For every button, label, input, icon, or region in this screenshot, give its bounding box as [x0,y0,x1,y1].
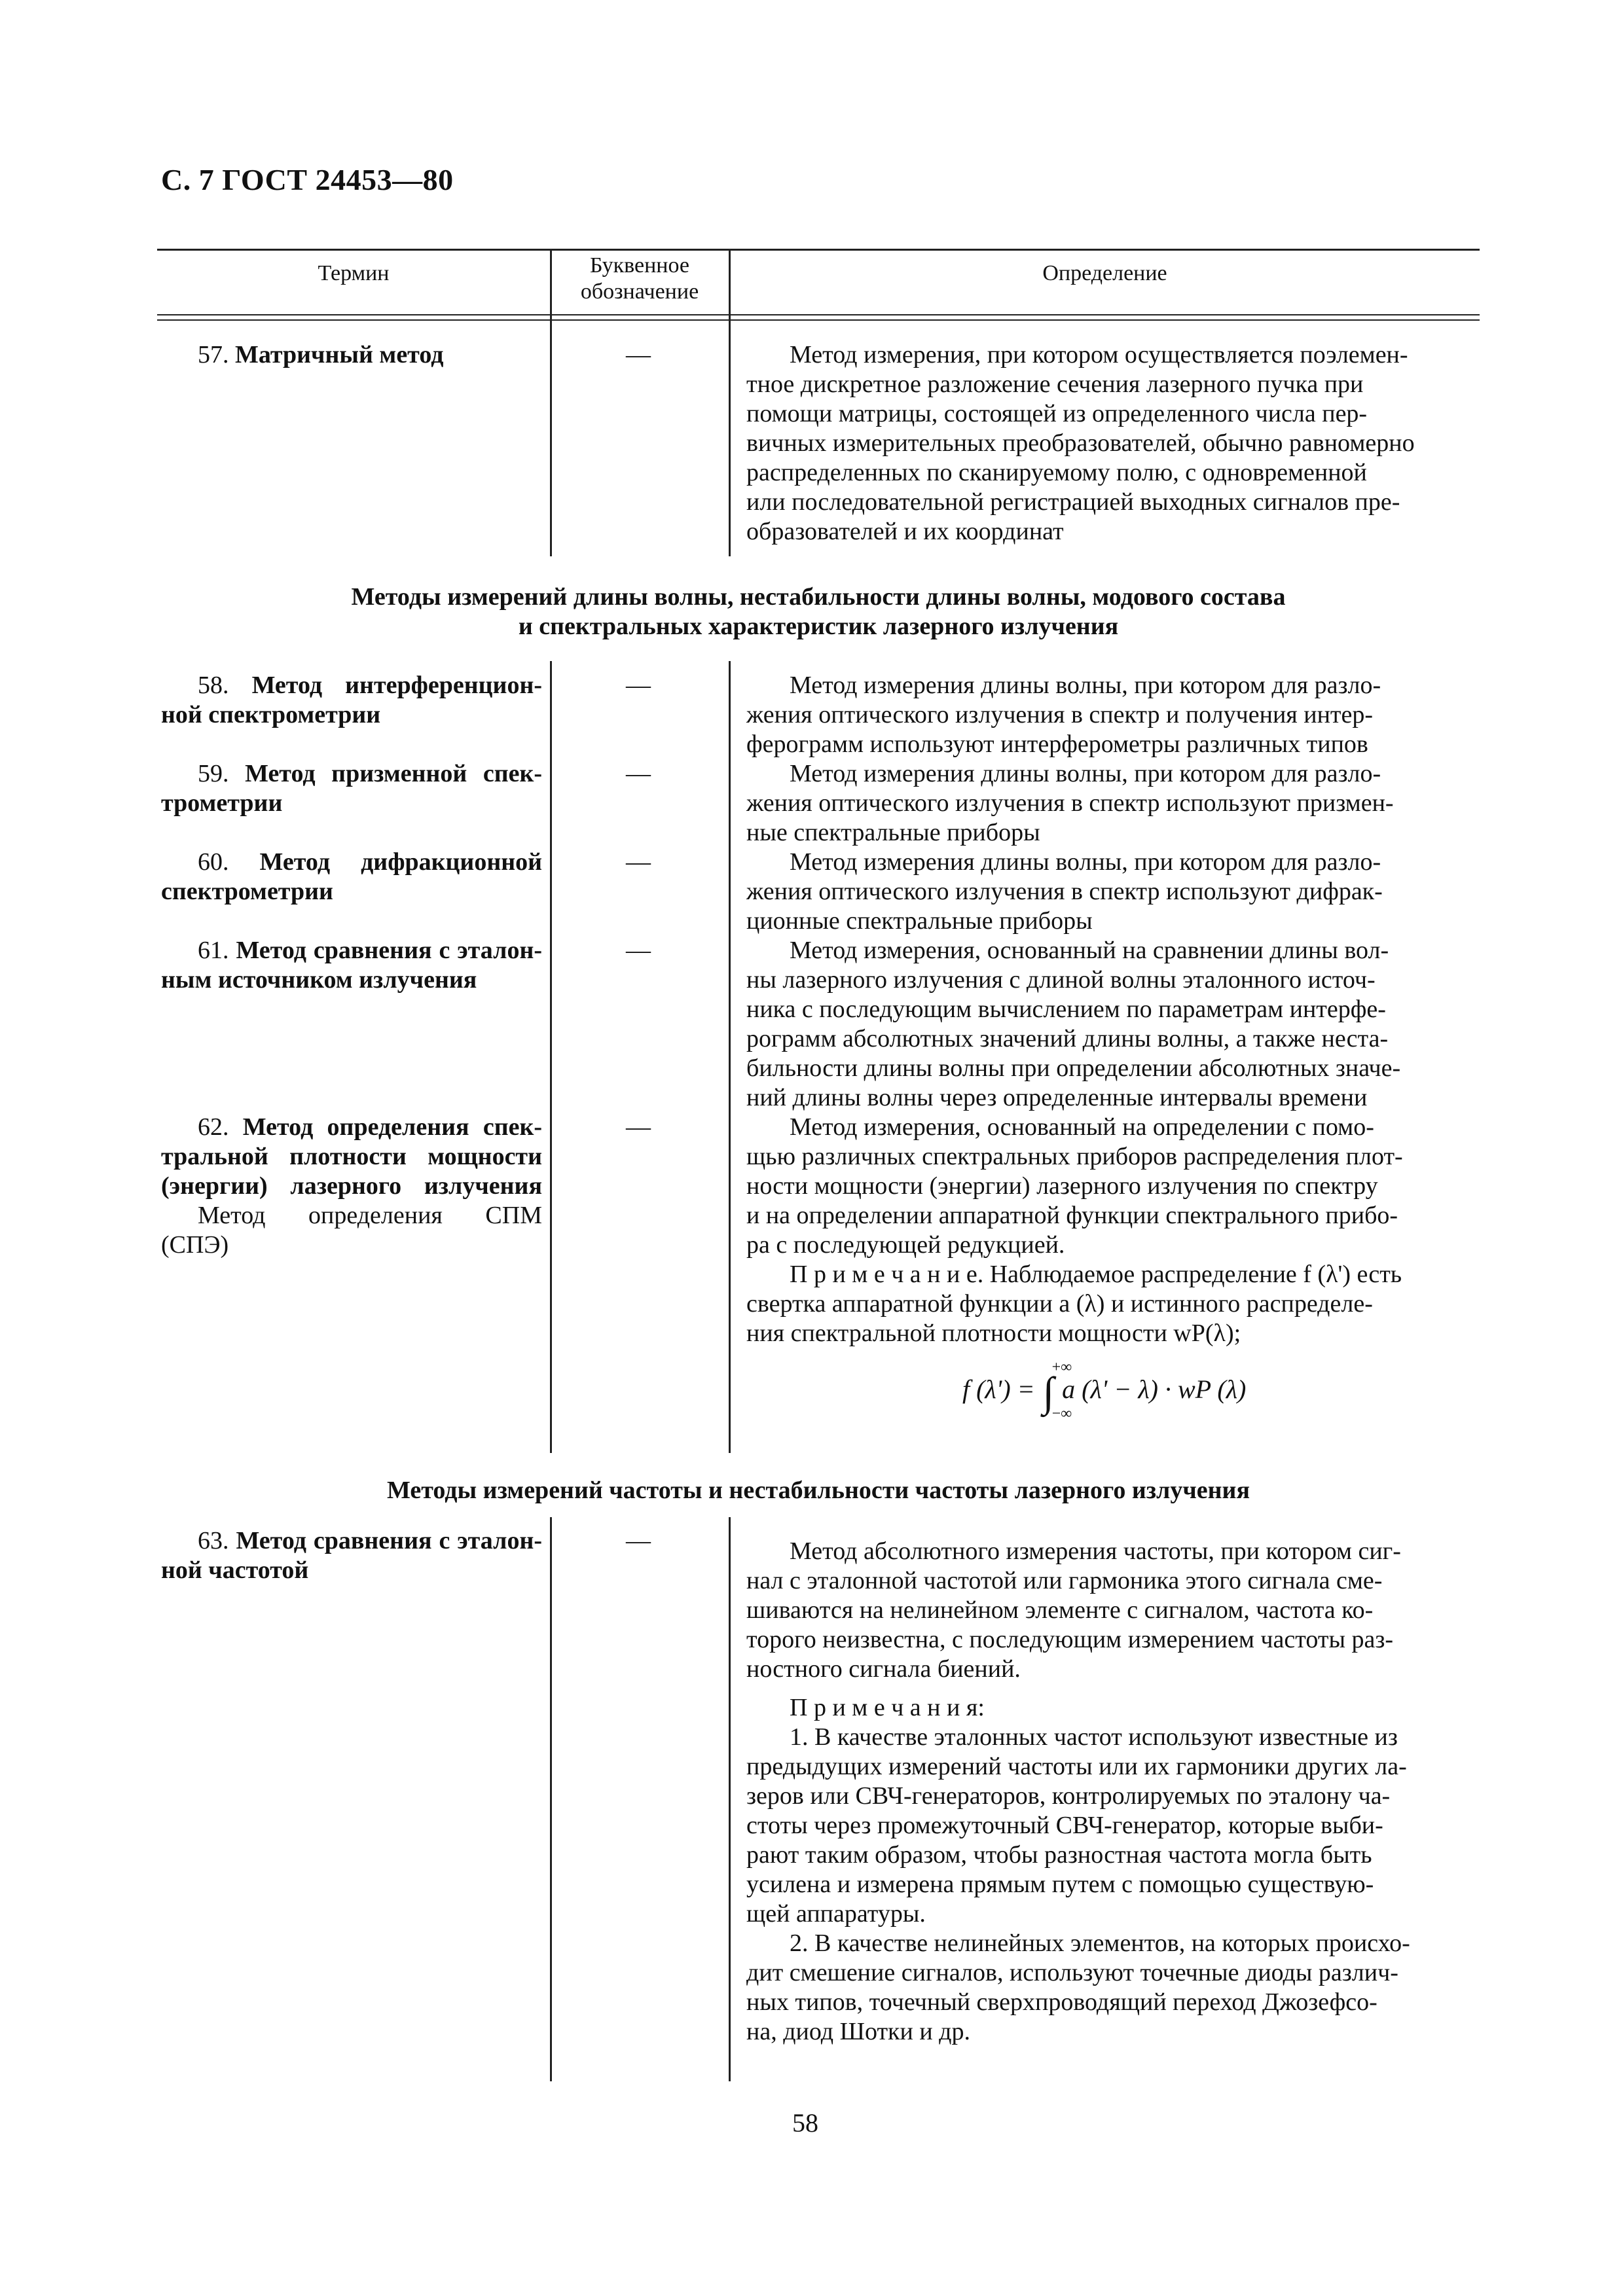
notes-label: П р и м е ч а н и я: [790,1694,985,1721]
definition-line: Метод измерения, при котором осуществляется поэлемен- [790,341,1408,368]
term-60 [161,848,542,906]
term-title: Метод призменной спек- [245,760,543,787]
integral-lower-limit: −∞ [1051,1405,1072,1422]
term-title-cont: ной спектрометрии [161,701,381,728]
term-number: 60. [198,848,229,876]
definition-line: нал с эталонной частотой или гармоника этого сигнала сме- [746,1567,1383,1594]
note-line: на, диод Шотки и др. [746,2018,971,2045]
letter-designation: — [626,937,651,964]
definition-line: рограмм абсолютных значений длины волны, а также неста- [746,1025,1389,1052]
term-synonym: Метод определения СПМ [198,1202,542,1229]
table-head-rule-2 [157,319,1480,321]
term-synonym-cont: (СПЭ) [161,1231,229,1259]
definition-line: щью различных спектральных приборов распределения плот- [746,1143,1403,1170]
note-line: ния спектральной плотности мощности wР(λ); [746,1319,1241,1347]
letter-designation: — [626,1527,651,1554]
definition-line: жения оптического излучения в спектр используют дифрак- [746,878,1383,905]
table-head-rule [157,314,1480,315]
definition-line: или последовательной регистрацией выходных сигналов пре- [746,488,1400,516]
note-line: 1. В качестве эталонных частот используют известные из [790,1723,1398,1751]
section-heading-line: и спектральных характеристик лазерного излучения [518,613,1119,640]
term-title: Метод интерференцион- [251,672,542,699]
note-label: П р и м е ч а н и е. [790,1261,984,1288]
note-line: 2. В качестве нелинейных элементов, на которых происхо- [790,1929,1410,1957]
definition-line: ности мощности (энергии) лазерного излучения по спектру [746,1172,1378,1200]
definition-63 [746,1537,1480,2047]
definition-line: распределенных по сканируемому полю, с одновременной [746,459,1367,486]
column-rule [550,661,552,1453]
note-line: стоты через промежуточный СВЧ-генератор, которые выби- [746,1812,1383,1839]
term-58 [161,671,542,730]
column-header-term: Термин [318,261,390,285]
definition-58 [746,671,1480,759]
term-title: Матричный метод [235,341,444,368]
note-line: усилена и измерена прямым путем с помощью существую- [746,1871,1374,1898]
definition-line: Метод измерения, основанный на определении с помо- [790,1113,1374,1141]
term-title-cont: ным источником излучения [161,966,477,994]
letter-designation: — [626,1113,651,1141]
page-number: 58 [792,2108,818,2138]
definition-line: Метод абсолютного измерения частоты, при котором сиг- [790,1537,1401,1565]
term-title-cont: тральной плотности мощности [161,1143,542,1170]
definition-line: Метод измерения длины волны, при котором для разло- [790,672,1381,699]
definition-61 [746,936,1480,1113]
column-header-letter [551,253,728,305]
column-rule [729,249,731,556]
definition-line: ника с последующим вычислением по параметрам интерфе- [746,996,1386,1023]
definition-line: жения оптического излучения в спектр и получения интер- [746,701,1374,728]
note-line: щей аппаратуры. [746,1900,926,1928]
definition-60 [746,848,1480,936]
note-line: рают таким образом, чтобы разностная частота могла быть [746,1841,1372,1869]
page-header: С. 7 ГОСТ 24453—80 [161,163,454,196]
term-59 [161,759,542,818]
definition-line: и на определении аппаратной функции спектрального прибо- [746,1202,1398,1229]
definition-62 [746,1113,1480,1348]
formula-rhs: a (λ' − λ) · wP (λ) [1062,1374,1247,1405]
term-title-cont: (энергии) лазерного излучения [161,1172,542,1200]
definition-line: ны лазерного излучения с длиной волны эталонного источ- [746,966,1376,994]
convolution-formula [962,1359,1247,1422]
term-title: Метод сравнения с эталон- [236,1527,542,1554]
letter-designation: — [626,760,651,787]
column-header-letter-line2: обозначение [580,279,699,304]
note-line: свертка аппаратной функции a (λ) и истинного распределе- [746,1290,1373,1318]
definition-line: Метод измерения длины волны, при котором для разло- [790,848,1381,876]
term-number: 57. [198,341,229,368]
note-text: Наблюдаемое распределение f (λ') есть [983,1261,1402,1288]
formula-lhs: f (λ') = [962,1374,1035,1405]
definition-line: шиваются на нелинейном элементе с сигналом, частота ко- [746,1596,1374,1624]
definition-line: жения оптического излучения в спектр используют призмен- [746,789,1394,817]
note-line: зеров или СВЧ-генераторов, контролируемых по эталону ча- [746,1782,1391,1810]
note-line: дит смешение сигналов, используют точечные диоды различ- [746,1959,1398,1986]
term-title: Метод дифракционной [259,848,542,876]
definition-line: бильности длины волны при определении абсолютных значе- [746,1054,1401,1082]
definition-line: вичных измерительных преобразователей, обычно равномерно [746,429,1415,457]
term-title-cont: ной частотой [161,1556,309,1584]
letter-designation: — [626,848,651,876]
section-heading-line: Методы измерений длины волны, нестабильности длины волны, модового состава [351,583,1286,611]
term-title: Метод определения спек- [242,1113,543,1141]
term-title-cont: трометрии [161,789,283,817]
term-number: 58. [198,672,229,699]
column-rule [550,249,552,556]
definition-line: ферограмм используют интерферометры различных типов [746,730,1368,758]
column-header-definition: Определение [1042,261,1167,285]
letter-designation: — [626,341,651,368]
integral-upper-limit: +∞ [1051,1359,1072,1376]
definition-line: ра с последующей редукцией. [746,1231,1065,1259]
term-57 [161,340,542,370]
section-heading-wavelength [157,583,1480,641]
table-top-rule [157,249,1480,251]
definition-line: ные спектральные приборы [746,819,1040,846]
term-number: 62. [198,1113,229,1141]
definition-line: тное дискретное разложение сечения лазерного пучка при [746,370,1364,398]
column-rule [550,1517,552,2081]
definition-line: ний длины волны через определенные интервалы времени [746,1084,1368,1111]
column-header-letter-line1: Буквенное [589,253,690,278]
term-title-cont: спектрометрии [161,878,333,905]
column-rule [729,1517,731,2081]
definition-line: помощи матрицы, состоящей из определенного числа пер- [746,400,1368,427]
note-line: ных типов, точечный сверхпроводящий переход Джозефсо- [746,1988,1377,2016]
term-title: Метод сравнения с эталон- [236,937,542,964]
definition-line: ностного сигнала биений. [746,1655,1021,1683]
term-number: 63. [198,1527,229,1554]
definition-line: образователей и их координат [746,518,1064,545]
definition-59 [746,759,1480,848]
definition-line: ционные спектральные приборы [746,907,1093,935]
definition-57 [746,340,1480,547]
definition-line: Метод измерения длины волны, при котором для разло- [790,760,1381,787]
term-61 [161,936,542,995]
letter-designation: — [626,672,651,699]
term-number: 59. [198,760,229,787]
section-heading-frequency: Методы измерений частоты и нестабильности частоты лазерного излучения [386,1477,1250,1504]
definition-line: Метод измерения, основанный на сравнении длины вол- [790,937,1389,964]
definition-line: торого неизвестна, с последующим измерением частоты раз- [746,1626,1393,1653]
note-line: предыдущих измерений частоты или их гармоники других ла- [746,1753,1407,1780]
term-number: 61. [198,937,229,964]
term-62 [161,1113,542,1260]
note-line [746,1260,1480,1289]
term-63 [161,1526,542,1585]
integral-sign: ∫ +∞ −∞ [1042,1359,1072,1422]
column-rule [729,661,731,1453]
